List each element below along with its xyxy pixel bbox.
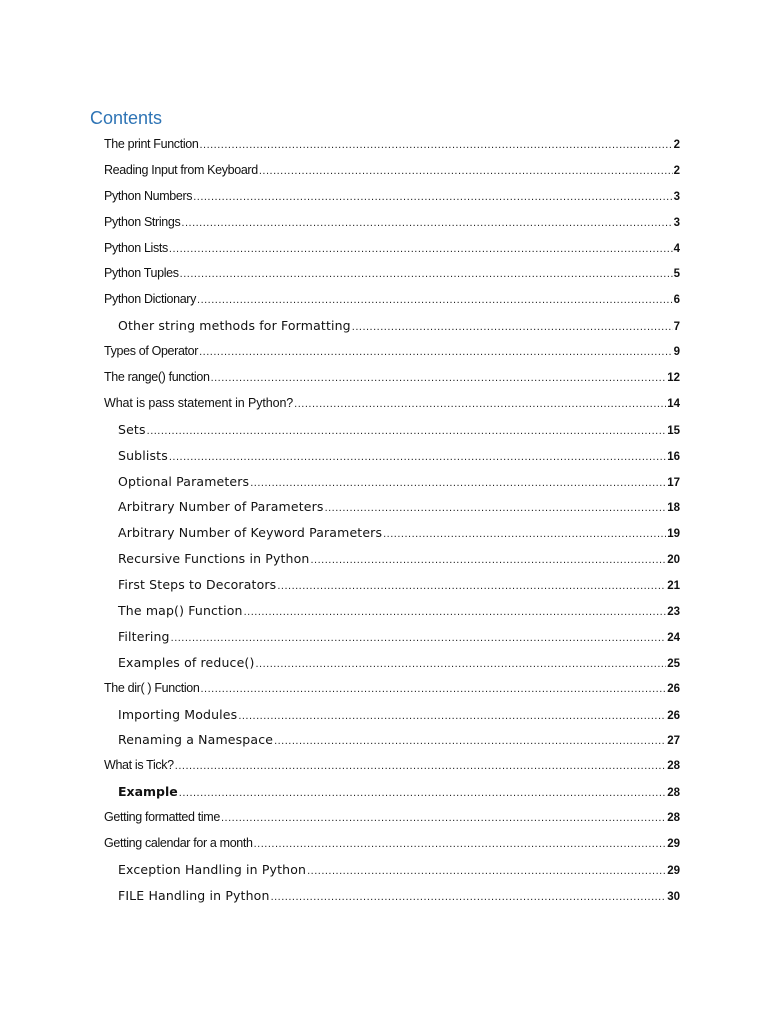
toc-entry[interactable]	[104, 727, 680, 753]
toc-entry-page-number: 24	[667, 631, 680, 644]
toc-entry-label: Python Lists	[104, 240, 168, 255]
toc-entry-page-number: 16	[667, 450, 680, 463]
toc-entry-label: Renaming a Namespace	[118, 732, 274, 748]
toc-entry-label: Sets	[118, 421, 146, 437]
toc-entry-label: Sublists	[118, 447, 168, 463]
toc-entry[interactable]	[104, 883, 680, 909]
toc-dot-leader	[179, 781, 666, 807]
toc-entry[interactable]	[104, 184, 680, 210]
toc-entry-label: Python Numbers	[104, 188, 193, 203]
toc-dot-leader	[200, 677, 666, 703]
toc-entry-page-number: 15	[667, 424, 680, 437]
toc-dot-leader	[211, 366, 667, 392]
toc-dot-leader	[238, 704, 666, 730]
toc-entry-label: What is pass statement in Python?	[104, 395, 294, 410]
toc-entry[interactable]	[104, 624, 680, 650]
toc-entry[interactable]	[104, 572, 680, 598]
toc-entry-page-number: 17	[667, 476, 680, 489]
toc-dot-leader	[181, 211, 672, 237]
toc-entry-page-number: 3	[673, 216, 680, 229]
toc-entry-page-number: 4	[673, 242, 680, 255]
toc-entry-page-number: 29	[667, 838, 680, 851]
toc-dot-leader	[271, 885, 667, 911]
toc-entry[interactable]	[104, 494, 680, 520]
toc-entry[interactable]	[104, 831, 680, 857]
toc-entry-label: What is Tick?	[104, 758, 174, 773]
toc-dot-leader	[197, 288, 673, 314]
toc-entry-page-number: 28	[667, 812, 680, 825]
toc-dot-leader	[193, 185, 672, 211]
toc-entry[interactable]	[104, 520, 680, 546]
toc-dot-leader	[244, 600, 667, 626]
toc-entry-label: Getting formatted time	[104, 810, 220, 825]
toc-dot-leader	[180, 262, 673, 288]
toc-entry[interactable]	[104, 287, 680, 313]
toc-entry-label: Examples of reduce()	[118, 654, 255, 670]
toc-entry-label: The dir( ) Function	[104, 680, 200, 695]
toc-entry[interactable]	[104, 313, 680, 339]
toc-dot-leader	[255, 652, 666, 678]
toc-entry[interactable]	[104, 805, 680, 831]
toc-entry-label: The map() Function	[118, 603, 243, 619]
toc-entry-label: Python Strings	[104, 214, 181, 229]
toc-dot-leader	[277, 574, 666, 600]
toc-entry[interactable]	[104, 469, 680, 495]
toc-dot-leader	[352, 315, 673, 341]
toc-dot-leader	[307, 859, 666, 885]
toc-entry-label: Other string methods for Formatting	[118, 318, 351, 334]
toc-entry-page-number: 28	[667, 787, 680, 800]
toc-entry-label: Example	[118, 784, 178, 800]
toc-entry-page-number: 30	[667, 890, 680, 903]
toc-entry-page-number: 28	[667, 760, 680, 773]
toc-entry-label: The range() function	[104, 370, 210, 385]
toc-entry-page-number: 20	[667, 554, 680, 567]
toc-entry-label: First Steps to Decorators	[118, 577, 277, 593]
toc-dot-leader	[199, 340, 672, 366]
toc-entry-label: Exception Handling in Python	[118, 861, 307, 877]
toc-entry-label: Python Tuples	[104, 266, 179, 281]
toc-entry[interactable]	[104, 339, 680, 365]
toc-entry-page-number: 2	[673, 139, 680, 151]
toc-entry-label: Arbitrary Number of Keyword Parameters	[118, 525, 383, 541]
toc-entry-label: Filtering	[118, 628, 170, 644]
toc-dot-leader	[325, 496, 667, 522]
toc-entry-label: Optional Parameters	[118, 473, 250, 489]
page-title: Contents	[90, 108, 163, 128]
toc-dot-leader	[199, 133, 672, 159]
toc-entry-page-number: 27	[667, 735, 680, 748]
toc-entry-page-number: 7	[673, 321, 680, 334]
toc-entry-page-number: 26	[667, 709, 680, 722]
toc-entry[interactable]	[104, 391, 680, 417]
toc-entry-page-number: 2	[673, 164, 680, 177]
toc-entry-page-number: 14	[667, 397, 680, 410]
toc-entry-page-number: 26	[667, 682, 680, 695]
toc-entry-label: Recursive Functions in Python	[118, 551, 310, 567]
toc-entry[interactable]	[104, 210, 680, 236]
toc-entry-label: Importing Modules	[118, 706, 238, 722]
toc-entry-label: Getting calendar for a month	[104, 836, 253, 851]
toc-entry[interactable]	[104, 650, 680, 676]
toc-entry-page-number: 18	[667, 502, 680, 515]
toc-entry-page-number: 9	[673, 346, 680, 359]
toc-entry-page-number: 12	[667, 372, 680, 385]
toc-dot-leader	[274, 729, 666, 755]
toc-dot-leader	[175, 754, 666, 780]
toc-entry-page-number: 25	[667, 657, 680, 670]
toc-entry[interactable]	[104, 857, 680, 883]
toc-entry[interactable]	[104, 598, 680, 624]
toc-entry-label: FILE Handling in Python	[118, 887, 270, 903]
toc-entry-label: The print Function	[104, 137, 199, 151]
toc-entry[interactable]	[104, 132, 680, 158]
toc-dot-leader	[169, 445, 666, 471]
toc-entry-label: Reading Input from Keyboard	[104, 162, 258, 177]
toc-entry[interactable]	[104, 546, 680, 572]
toc-entry-page-number: 5	[673, 268, 680, 281]
toc-dot-leader	[171, 626, 667, 652]
toc-entry[interactable]	[104, 365, 680, 391]
toc-entry[interactable]	[104, 676, 680, 702]
toc-entry[interactable]	[104, 236, 680, 262]
toc-entry-page-number: 21	[667, 580, 680, 593]
toc-entry[interactable]	[104, 779, 680, 805]
toc-entry[interactable]	[104, 261, 680, 287]
toc-entry-label: Types of Operator	[104, 344, 199, 359]
table-of-contents	[104, 132, 680, 909]
toc-entry-label: Python Dictionary	[104, 292, 197, 307]
toc-dot-leader	[250, 471, 666, 497]
toc-entry[interactable]	[104, 158, 680, 184]
toc-dot-leader	[294, 392, 666, 418]
toc-entry-label: Arbitrary Number of Parameters	[118, 499, 324, 515]
toc-dot-leader	[147, 419, 667, 445]
toc-entry-page-number: 19	[667, 528, 680, 541]
toc-dot-leader	[259, 159, 673, 185]
toc-dot-leader	[311, 548, 667, 574]
toc-entry-page-number: 6	[673, 294, 680, 307]
toc-entry[interactable]	[104, 753, 680, 779]
toc-dot-leader	[254, 832, 667, 858]
toc-dot-leader	[383, 522, 666, 548]
toc-entry-page-number: 23	[667, 606, 680, 619]
toc-dot-leader	[221, 806, 666, 832]
toc-entry[interactable]	[104, 702, 680, 728]
toc-dot-leader	[169, 237, 673, 263]
toc-entry-page-number: 29	[667, 864, 680, 877]
toc-entry[interactable]	[104, 417, 680, 443]
toc-entry-page-number: 3	[673, 190, 680, 203]
toc-entry[interactable]	[104, 443, 680, 469]
